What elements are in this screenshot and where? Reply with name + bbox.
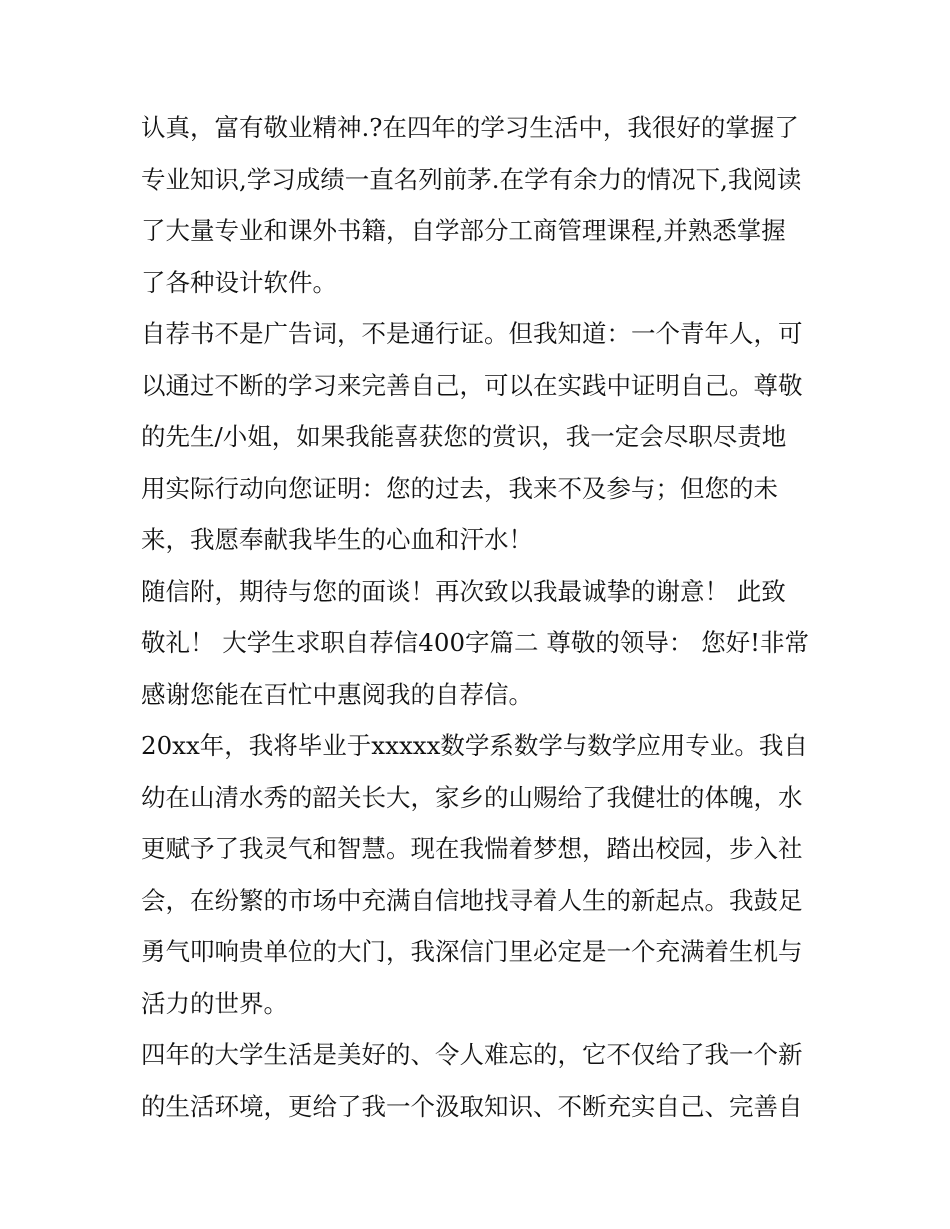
text-line: 敬礼！ 大学生求职自荐信400字篇二 尊敬的领导： 您好!非常 (141, 628, 809, 657)
text-line: 随信附，期待与您的面谈！再次致以我最诚挚的谢意！ 此致 (141, 576, 786, 606)
text-line: 四年的大学生活是美好的、令人难忘的，它不仅给了我一个新 (141, 1040, 803, 1069)
text-line: 专业知识,学习成绩一直名列前茅.在学有余力的情况下,我阅读 (141, 164, 802, 194)
text-line: 20xx年，我将毕业于xxxxx数学系数学与数学应用专业。我自 (141, 731, 808, 760)
text-line: 认真，富有敬业精神.?在四年的学习生活中，我很好的掌握了 (141, 113, 799, 142)
text-line: 来，我愿奉献我毕生的心血和汗水！ (141, 525, 533, 554)
text-line: 的生活环境，更给了我一个汲取知识、不断充实自己、完善自 (141, 1091, 803, 1121)
paragraph-2 (141, 308, 821, 566)
text-line: 感谢您能在百忙中惠阅我的自荐信。 (141, 679, 533, 709)
text-line: 的先生/小姐，如果我能喜获您的赏识，我一定会尽职尽责地 (141, 422, 787, 451)
text-line: 自荐书不是广告词，不是通行证。但我知道：一个青年人，可 (141, 319, 803, 348)
text-line: 用实际行动向您证明：您的过去，我来不及参与；但您的未 (141, 473, 778, 503)
text-line: 更赋予了我灵气和智慧。现在我惴着梦想，踏出校园，步入社 (141, 834, 803, 863)
paragraph-1 (141, 102, 821, 308)
paragraph-3 (141, 566, 821, 721)
text-line: 会，在纷繁的市场中充满自信地找寻着人生的新起点。我鼓足 (141, 885, 803, 915)
text-line: 了大量专业和课外书籍，自学部分工商管理课程,并熟悉掌握 (141, 216, 786, 245)
paragraph-4 (141, 720, 821, 1029)
paragraph-5 (141, 1029, 821, 1132)
text-line: 了各种设计软件。 (141, 267, 337, 297)
text-line: 活力的世界。 (141, 988, 288, 1018)
document-body (141, 102, 821, 1132)
text-line: 幼在山清水秀的韶关长大，家乡的山赐给了我健壮的体魄，水 (141, 782, 803, 812)
text-line: 勇气叩响贵单位的大门，我深信门里必定是一个充满着生机与 (141, 937, 803, 966)
text-line: 以通过不断的学习来完善自己，可以在实践中证明自己。尊敬 (141, 370, 803, 400)
